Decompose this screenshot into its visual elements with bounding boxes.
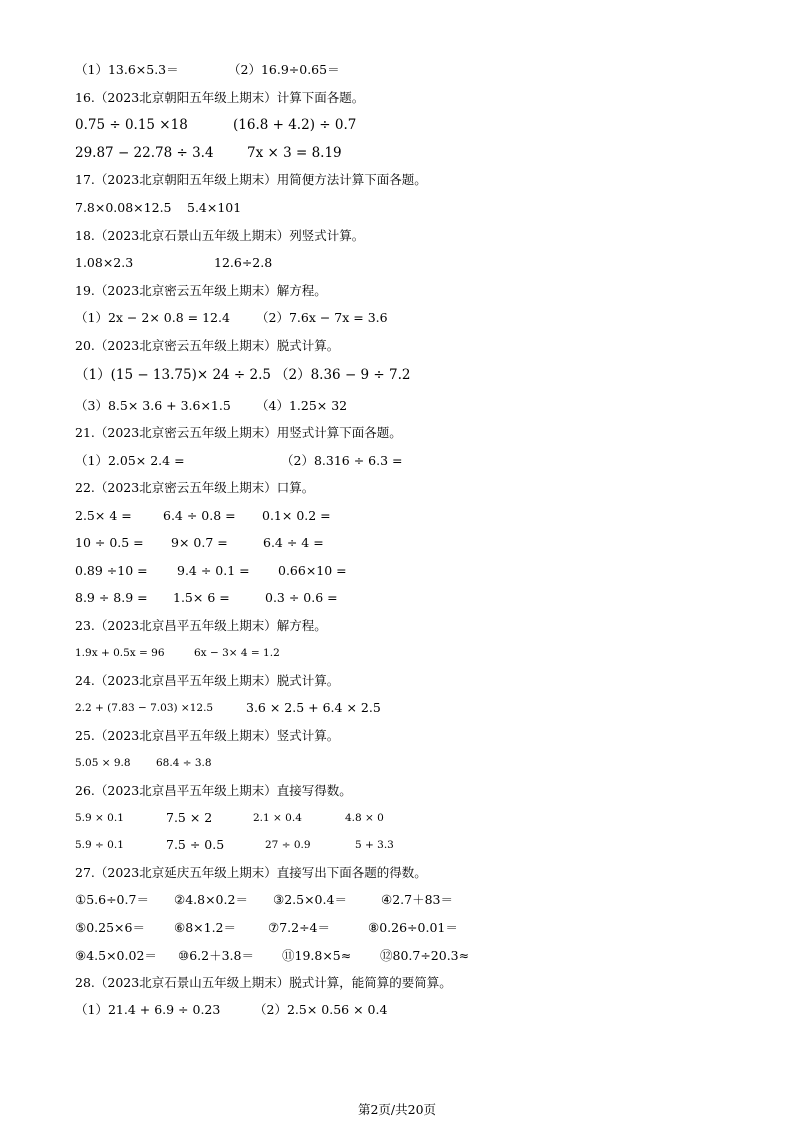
question-23-heading: 23.（2023北京昌平五年级上期末）解方程。 (75, 618, 327, 633)
problem-item: 0.75 ÷ 0.15 ×18 (75, 117, 188, 133)
problem-item: 7.8×0.08×12.5 (75, 200, 172, 215)
problem-item: 5.4×101 (187, 200, 242, 215)
question-18-heading: 18.（2023北京石景山五年级上期末）列竖式计算。 (75, 228, 365, 243)
problem-item: （1）2x − 2× 0.8 = 12.4 (75, 310, 230, 325)
problem-item: （2）7.6x − 7x = 3.6 (256, 310, 388, 325)
problem-item: 7.5 × 2 (166, 810, 213, 825)
problem-row (0, 394, 794, 418)
problem-item: ②4.8×0.2＝ (174, 892, 248, 907)
problem-item: 9× 0.7 = (171, 535, 228, 550)
problem-row (0, 141, 794, 165)
problem-item: （2）2.5× 0.56 × 0.4 (254, 1002, 388, 1017)
problem-row (0, 196, 794, 220)
problem-item: （1）(15 − 13.75)× 24 ÷ 2.5 (75, 367, 271, 383)
question-25-heading: 25.（2023北京昌平五年级上期末）竖式计算。 (75, 728, 340, 743)
problem-item: （2）16.9÷0.65＝ (228, 62, 340, 77)
problem-item: 5 + 3.3 (355, 839, 394, 851)
question-20-heading: 20.（2023北京密云五年级上期末）脱式计算。 (75, 338, 340, 353)
problem-item: 10 ÷ 0.5 = (75, 535, 144, 550)
problem-item: 7.5 ÷ 0.5 (166, 837, 225, 852)
problem-item: 5.9 × 0.1 (75, 812, 124, 824)
page-number-footer: 第2页/共20页 (357, 1102, 437, 1117)
problem-item: 0.1× 0.2 = (262, 508, 331, 523)
problem-item: ⑧0.26÷0.01＝ (368, 920, 458, 935)
problem-item: 1.08×2.3 (75, 255, 134, 270)
problem-item: （4）1.25× 32 (256, 398, 348, 413)
question-24-heading: 24.（2023北京昌平五年级上期末）脱式计算。 (75, 673, 340, 688)
problem-row (0, 531, 794, 555)
problem-item: 1.5× 6 = (173, 590, 230, 605)
problem-item: ⑦7.2÷4＝ (268, 920, 331, 935)
problem-item: ④2.7＋83＝ (381, 892, 453, 907)
problem-item: 2.2 + (7.83 − 7.03) ×12.5 (75, 702, 214, 714)
problem-item: 6x − 3× 4 = 1.2 (194, 647, 280, 659)
problem-item: 7x × 3 = 8.19 (247, 145, 342, 161)
problem-item: 4.8 × 0 (345, 812, 384, 824)
question-19-heading: 19.（2023北京密云五年级上期末）解方程。 (75, 283, 327, 298)
problem-item: 29.87 − 22.78 ÷ 3.4 (75, 145, 214, 161)
problem-item: 5.05 × 9.8 (75, 757, 131, 769)
problem-item: （1）13.6×5.3＝ (75, 62, 179, 77)
problem-item: 12.6÷2.8 (214, 255, 273, 270)
problem-row (0, 113, 794, 137)
problem-row (0, 504, 794, 528)
problem-item: （1）2.05× 2.4 = (75, 453, 185, 468)
problem-item: ⑥8×1.2＝ (174, 920, 237, 935)
problem-row (0, 806, 794, 830)
problem-item: 1.9x + 0.5x = 96 (75, 647, 165, 659)
answer-row (0, 58, 794, 82)
problem-item: 5.9 ÷ 0.1 (75, 839, 124, 851)
problem-row (0, 751, 794, 775)
question-17-heading: 17.（2023北京朝阳五年级上期末）用简便方法计算下面各题。 (75, 172, 427, 187)
question-22-heading: 22.（2023北京密云五年级上期末）口算。 (75, 480, 315, 495)
problem-row (0, 833, 794, 857)
problem-item: 68.4 ÷ 3.8 (156, 757, 212, 769)
question-21-heading: 21.（2023北京密云五年级上期末）用竖式计算下面各题。 (75, 425, 402, 440)
question-26-heading: 26.（2023北京昌平五年级上期末）直接写得数。 (75, 783, 352, 798)
problem-item: ⑤0.25×6＝ (75, 920, 145, 935)
problem-row (0, 944, 794, 968)
problem-item: 2.5× 4 = (75, 508, 132, 523)
problem-row (0, 306, 794, 330)
problem-item: 3.6 × 2.5 + 6.4 × 2.5 (246, 700, 381, 715)
problem-item: ①5.6÷0.7＝ (75, 892, 149, 907)
problem-row (0, 586, 794, 610)
question-27-heading: 27.（2023北京延庆五年级上期末）直接写出下面各题的得数。 (75, 865, 427, 880)
problem-row (0, 559, 794, 583)
problem-item: ⑫80.7÷20.3≈ (380, 948, 470, 963)
problem-item: 9.4 ÷ 0.1 = (177, 563, 250, 578)
problem-item: 0.3 ÷ 0.6 = (265, 590, 338, 605)
problem-item: ⑨4.5×0.02＝ (75, 948, 157, 963)
problem-item: 6.4 ÷ 0.8 = (163, 508, 236, 523)
problem-item: (16.8 + 4.2) ÷ 0.7 (233, 117, 357, 133)
problem-row (0, 696, 794, 720)
problem-item: ③2.5×0.4＝ (273, 892, 347, 907)
question-28-heading: 28.（2023北京石景山五年级上期末）脱式计算，能简算的要简算。 (75, 975, 452, 990)
problem-row (0, 998, 794, 1022)
problem-item: （2）8.316 ÷ 6.3 = (281, 453, 403, 468)
problem-row (0, 641, 794, 665)
problem-row (0, 363, 794, 387)
problem-item: （3）8.5× 3.6 + 3.6×1.5 (75, 398, 231, 413)
problem-row (0, 251, 794, 275)
problem-row (0, 449, 794, 473)
question-16-heading: 16.（2023北京朝阳五年级上期末）计算下面各题。 (75, 90, 365, 105)
problem-item: 2.1 × 0.4 (253, 812, 302, 824)
problem-row (0, 916, 794, 940)
problem-item: 6.4 ÷ 4 = (263, 535, 324, 550)
problem-row (0, 888, 794, 912)
problem-item: 8.9 ÷ 8.9 = (75, 590, 148, 605)
problem-item: 0.89 ÷10 = (75, 563, 148, 578)
problem-item: 27 ÷ 0.9 (265, 839, 311, 851)
problem-item: 0.66×10 = (278, 563, 347, 578)
problem-item: ⑩6.2＋3.8＝ (178, 948, 254, 963)
problem-item: ⑪19.8×5≈ (282, 948, 352, 963)
problem-item: （2）8.36 − 9 ÷ 7.2 (275, 367, 411, 383)
problem-item: （1）21.4 + 6.9 ÷ 0.23 (75, 1002, 221, 1017)
